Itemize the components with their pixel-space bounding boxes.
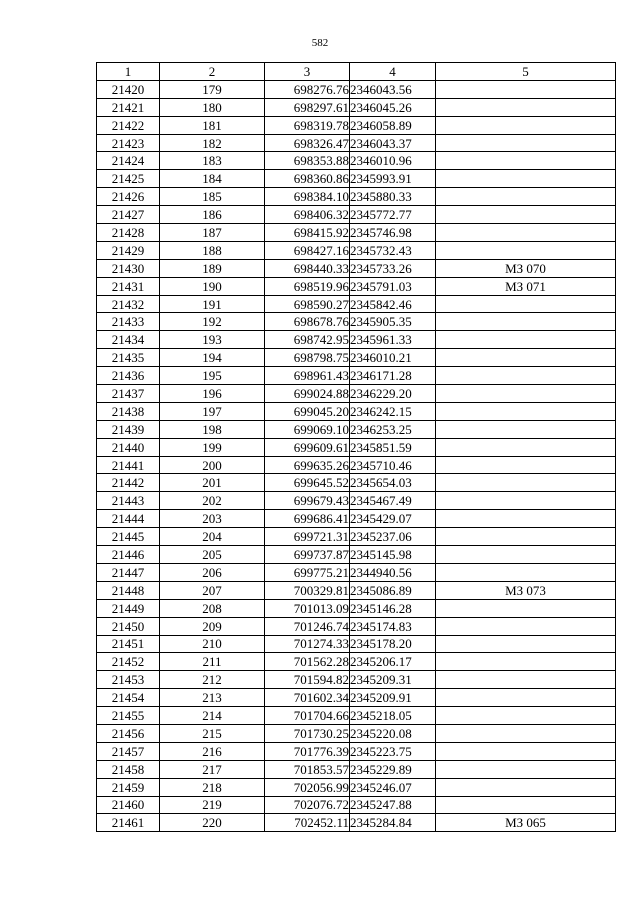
x-coordinate-cell: 701594.82 — [265, 671, 350, 689]
coordinates-table — [96, 62, 616, 832]
x-coordinate-cell: 701013.09 — [265, 599, 350, 617]
x-coordinate-cell: 700329.81 — [265, 581, 350, 599]
note-cell — [436, 778, 616, 796]
point-id-cell: 21457 — [97, 742, 160, 760]
y-coordinate-cell: 2345732.43 — [350, 241, 436, 259]
y-coordinate-cell: 2345220.08 — [350, 724, 436, 742]
y-coordinate-cell: 2345209.91 — [350, 689, 436, 707]
note-cell — [436, 206, 616, 224]
note-cell — [436, 474, 616, 492]
sequence-number-cell: 220 — [160, 814, 265, 832]
sequence-number-cell: 205 — [160, 546, 265, 564]
sequence-number-cell: 216 — [160, 742, 265, 760]
sequence-number-cell: 200 — [160, 456, 265, 474]
point-id-cell: 21422 — [97, 116, 160, 134]
table-row — [97, 581, 616, 599]
note-cell: МЗ 071 — [436, 277, 616, 295]
y-coordinate-cell: 2346010.96 — [350, 152, 436, 170]
y-coordinate-cell: 2345733.26 — [350, 259, 436, 277]
table-row — [97, 796, 616, 814]
sequence-number-cell: 210 — [160, 635, 265, 653]
table-row — [97, 510, 616, 528]
table-row — [97, 724, 616, 742]
note-cell — [436, 796, 616, 814]
x-coordinate-cell: 698678.76 — [265, 313, 350, 331]
note-cell — [436, 98, 616, 116]
point-id-cell: 21444 — [97, 510, 160, 528]
note-cell — [436, 653, 616, 671]
sequence-number-cell: 187 — [160, 224, 265, 242]
point-id-cell: 21420 — [97, 80, 160, 98]
table-row — [97, 188, 616, 206]
y-coordinate-cell: 2346045.26 — [350, 98, 436, 116]
table-row — [97, 671, 616, 689]
x-coordinate-cell: 699679.43 — [265, 492, 350, 510]
page-number: 582 — [311, 37, 329, 49]
table-row — [97, 241, 616, 259]
table-row — [97, 331, 616, 349]
note-cell: МЗ 065 — [436, 814, 616, 832]
y-coordinate-cell: 2345237.06 — [350, 528, 436, 546]
sequence-number-cell: 213 — [160, 689, 265, 707]
note-cell — [436, 438, 616, 456]
x-coordinate-cell: 701704.66 — [265, 707, 350, 725]
y-coordinate-cell: 2345218.05 — [350, 707, 436, 725]
point-id-cell: 21424 — [97, 152, 160, 170]
table-row — [97, 98, 616, 116]
point-id-cell: 21437 — [97, 385, 160, 403]
table-row — [97, 206, 616, 224]
column-header: 1 — [97, 63, 160, 81]
x-coordinate-cell: 699635.26 — [265, 456, 350, 474]
x-coordinate-cell: 698440.33 — [265, 259, 350, 277]
y-coordinate-cell: 2345905.35 — [350, 313, 436, 331]
point-id-cell: 21439 — [97, 420, 160, 438]
y-coordinate-cell: 2345772.77 — [350, 206, 436, 224]
sequence-number-cell: 212 — [160, 671, 265, 689]
column-header: 3 — [265, 63, 350, 81]
sequence-number-cell: 201 — [160, 474, 265, 492]
table-row — [97, 707, 616, 725]
note-cell — [436, 80, 616, 98]
table-row — [97, 385, 616, 403]
y-coordinate-cell: 2346229.20 — [350, 385, 436, 403]
column-header: 5 — [436, 63, 616, 81]
table-row — [97, 456, 616, 474]
table-row — [97, 116, 616, 134]
note-cell — [436, 116, 616, 134]
point-id-cell: 21432 — [97, 295, 160, 313]
point-id-cell: 21450 — [97, 617, 160, 635]
y-coordinate-cell: 2345223.75 — [350, 742, 436, 760]
note-cell — [436, 170, 616, 188]
note-cell — [436, 152, 616, 170]
y-coordinate-cell: 2344940.56 — [350, 563, 436, 581]
x-coordinate-cell: 699721.31 — [265, 528, 350, 546]
y-coordinate-cell: 2345880.33 — [350, 188, 436, 206]
sequence-number-cell: 204 — [160, 528, 265, 546]
x-coordinate-cell: 699775.21 — [265, 563, 350, 581]
point-id-cell: 21423 — [97, 134, 160, 152]
point-id-cell: 21436 — [97, 367, 160, 385]
table-row — [97, 349, 616, 367]
x-coordinate-cell: 699609.61 — [265, 438, 350, 456]
x-coordinate-cell: 698276.76 — [265, 80, 350, 98]
note-cell — [436, 385, 616, 403]
y-coordinate-cell: 2346043.56 — [350, 80, 436, 98]
x-coordinate-cell: 698415.92 — [265, 224, 350, 242]
sequence-number-cell: 218 — [160, 778, 265, 796]
y-coordinate-cell: 2345246.07 — [350, 778, 436, 796]
note-cell — [436, 689, 616, 707]
sequence-number-cell: 192 — [160, 313, 265, 331]
note-cell — [436, 349, 616, 367]
y-coordinate-cell: 2345247.88 — [350, 796, 436, 814]
x-coordinate-cell: 702056.99 — [265, 778, 350, 796]
y-coordinate-cell: 2346253.25 — [350, 420, 436, 438]
sequence-number-cell: 206 — [160, 563, 265, 581]
sequence-number-cell: 198 — [160, 420, 265, 438]
point-id-cell: 21435 — [97, 349, 160, 367]
sequence-number-cell: 207 — [160, 581, 265, 599]
sequence-number-cell: 195 — [160, 367, 265, 385]
x-coordinate-cell: 698590.27 — [265, 295, 350, 313]
sequence-number-cell: 214 — [160, 707, 265, 725]
table-row — [97, 402, 616, 420]
x-coordinate-cell: 698742.95 — [265, 331, 350, 349]
point-id-cell: 21456 — [97, 724, 160, 742]
sequence-number-cell: 215 — [160, 724, 265, 742]
note-cell — [436, 563, 616, 581]
sequence-number-cell: 203 — [160, 510, 265, 528]
sequence-number-cell: 179 — [160, 80, 265, 98]
note-cell — [436, 546, 616, 564]
point-id-cell: 21446 — [97, 546, 160, 564]
table-row — [97, 653, 616, 671]
column-header: 4 — [350, 63, 436, 81]
sequence-number-cell: 199 — [160, 438, 265, 456]
table-row — [97, 80, 616, 98]
x-coordinate-cell: 699045.20 — [265, 402, 350, 420]
x-coordinate-cell: 698326.47 — [265, 134, 350, 152]
note-cell — [436, 724, 616, 742]
x-coordinate-cell: 701602.34 — [265, 689, 350, 707]
note-cell — [436, 402, 616, 420]
sequence-number-cell: 197 — [160, 402, 265, 420]
y-coordinate-cell: 2345206.17 — [350, 653, 436, 671]
table-row — [97, 546, 616, 564]
table-row — [97, 170, 616, 188]
x-coordinate-cell: 699069.10 — [265, 420, 350, 438]
note-cell — [436, 707, 616, 725]
y-coordinate-cell: 2345209.31 — [350, 671, 436, 689]
table-row — [97, 617, 616, 635]
sequence-number-cell: 190 — [160, 277, 265, 295]
y-coordinate-cell: 2346010.21 — [350, 349, 436, 367]
point-id-cell: 21428 — [97, 224, 160, 242]
x-coordinate-cell: 698319.78 — [265, 116, 350, 134]
table-header-row — [97, 63, 616, 81]
table-row — [97, 563, 616, 581]
x-coordinate-cell: 699737.87 — [265, 546, 350, 564]
table-row — [97, 420, 616, 438]
x-coordinate-cell: 699645.52 — [265, 474, 350, 492]
table-row — [97, 528, 616, 546]
y-coordinate-cell: 2345842.46 — [350, 295, 436, 313]
point-id-cell: 21449 — [97, 599, 160, 617]
table-row — [97, 438, 616, 456]
point-id-cell: 21440 — [97, 438, 160, 456]
note-cell — [436, 510, 616, 528]
sequence-number-cell: 180 — [160, 98, 265, 116]
sequence-number-cell: 184 — [160, 170, 265, 188]
y-coordinate-cell: 2345710.46 — [350, 456, 436, 474]
note-cell — [436, 241, 616, 259]
x-coordinate-cell: 698961.43 — [265, 367, 350, 385]
note-cell — [436, 492, 616, 510]
point-id-cell: 21459 — [97, 778, 160, 796]
table-row — [97, 277, 616, 295]
sequence-number-cell: 185 — [160, 188, 265, 206]
sequence-number-cell: 211 — [160, 653, 265, 671]
point-id-cell: 21438 — [97, 402, 160, 420]
note-cell — [436, 635, 616, 653]
table-row — [97, 152, 616, 170]
point-id-cell: 21447 — [97, 563, 160, 581]
table-row — [97, 259, 616, 277]
y-coordinate-cell: 2345145.98 — [350, 546, 436, 564]
point-id-cell: 21429 — [97, 241, 160, 259]
y-coordinate-cell: 2346058.89 — [350, 116, 436, 134]
table-row — [97, 760, 616, 778]
note-cell — [436, 331, 616, 349]
note-cell — [436, 313, 616, 331]
table-row — [97, 689, 616, 707]
y-coordinate-cell: 2345791.03 — [350, 277, 436, 295]
sequence-number-cell: 186 — [160, 206, 265, 224]
x-coordinate-cell: 698360.86 — [265, 170, 350, 188]
point-id-cell: 21426 — [97, 188, 160, 206]
point-id-cell: 21448 — [97, 581, 160, 599]
x-coordinate-cell: 698427.16 — [265, 241, 350, 259]
y-coordinate-cell: 2345178.20 — [350, 635, 436, 653]
note-cell — [436, 671, 616, 689]
sequence-number-cell: 217 — [160, 760, 265, 778]
note-cell — [436, 224, 616, 242]
sequence-number-cell: 194 — [160, 349, 265, 367]
note-cell — [436, 599, 616, 617]
point-id-cell: 21451 — [97, 635, 160, 653]
sequence-number-cell: 181 — [160, 116, 265, 134]
x-coordinate-cell: 698384.10 — [265, 188, 350, 206]
y-coordinate-cell: 2345654.03 — [350, 474, 436, 492]
y-coordinate-cell: 2345467.49 — [350, 492, 436, 510]
sequence-number-cell: 189 — [160, 259, 265, 277]
point-id-cell: 21461 — [97, 814, 160, 832]
note-cell — [436, 760, 616, 778]
note-cell: МЗ 073 — [436, 581, 616, 599]
sequence-number-cell: 191 — [160, 295, 265, 313]
note-cell — [436, 134, 616, 152]
sequence-number-cell: 209 — [160, 617, 265, 635]
sequence-number-cell: 193 — [160, 331, 265, 349]
point-id-cell: 21430 — [97, 259, 160, 277]
point-id-cell: 21443 — [97, 492, 160, 510]
table-row — [97, 367, 616, 385]
table-row — [97, 635, 616, 653]
sequence-number-cell: 183 — [160, 152, 265, 170]
table-row — [97, 742, 616, 760]
sequence-number-cell: 188 — [160, 241, 265, 259]
note-cell — [436, 528, 616, 546]
point-id-cell: 21441 — [97, 456, 160, 474]
y-coordinate-cell: 2345961.33 — [350, 331, 436, 349]
x-coordinate-cell: 701562.28 — [265, 653, 350, 671]
table-row — [97, 313, 616, 331]
point-id-cell: 21458 — [97, 760, 160, 778]
x-coordinate-cell: 698297.61 — [265, 98, 350, 116]
table-row — [97, 474, 616, 492]
y-coordinate-cell: 2345284.84 — [350, 814, 436, 832]
point-id-cell: 21455 — [97, 707, 160, 725]
point-id-cell: 21431 — [97, 277, 160, 295]
point-id-cell: 21460 — [97, 796, 160, 814]
table-row — [97, 224, 616, 242]
table-row — [97, 295, 616, 313]
table-body — [97, 80, 616, 831]
note-cell — [436, 188, 616, 206]
y-coordinate-cell: 2345174.83 — [350, 617, 436, 635]
table-row — [97, 492, 616, 510]
table-row — [97, 134, 616, 152]
x-coordinate-cell: 699024.88 — [265, 385, 350, 403]
point-id-cell: 21421 — [97, 98, 160, 116]
point-id-cell: 21427 — [97, 206, 160, 224]
y-coordinate-cell: 2346171.28 — [350, 367, 436, 385]
x-coordinate-cell: 701776.39 — [265, 742, 350, 760]
x-coordinate-cell: 702452.11 — [265, 814, 350, 832]
y-coordinate-cell: 2345146.28 — [350, 599, 436, 617]
note-cell — [436, 367, 616, 385]
table-row — [97, 778, 616, 796]
y-coordinate-cell: 2345746.98 — [350, 224, 436, 242]
x-coordinate-cell: 698519.96 — [265, 277, 350, 295]
y-coordinate-cell: 2346043.37 — [350, 134, 436, 152]
sequence-number-cell: 202 — [160, 492, 265, 510]
point-id-cell: 21454 — [97, 689, 160, 707]
x-coordinate-cell: 701274.33 — [265, 635, 350, 653]
note-cell — [436, 420, 616, 438]
note-cell — [436, 617, 616, 635]
x-coordinate-cell: 701853.57 — [265, 760, 350, 778]
table-row — [97, 814, 616, 832]
x-coordinate-cell: 702076.72 — [265, 796, 350, 814]
point-id-cell: 21442 — [97, 474, 160, 492]
point-id-cell: 21445 — [97, 528, 160, 546]
x-coordinate-cell: 701246.74 — [265, 617, 350, 635]
point-id-cell: 21452 — [97, 653, 160, 671]
x-coordinate-cell: 698406.32 — [265, 206, 350, 224]
sequence-number-cell: 196 — [160, 385, 265, 403]
sequence-number-cell: 208 — [160, 599, 265, 617]
point-id-cell: 21453 — [97, 671, 160, 689]
x-coordinate-cell: 699686.41 — [265, 510, 350, 528]
y-coordinate-cell: 2345429.07 — [350, 510, 436, 528]
x-coordinate-cell: 698353.88 — [265, 152, 350, 170]
sequence-number-cell: 182 — [160, 134, 265, 152]
sequence-number-cell: 219 — [160, 796, 265, 814]
note-cell — [436, 456, 616, 474]
note-cell — [436, 295, 616, 313]
point-id-cell: 21425 — [97, 170, 160, 188]
note-cell — [436, 742, 616, 760]
column-header: 2 — [160, 63, 265, 81]
y-coordinate-cell: 2345851.59 — [350, 438, 436, 456]
y-coordinate-cell: 2345229.89 — [350, 760, 436, 778]
table-row — [97, 599, 616, 617]
x-coordinate-cell: 701730.25 — [265, 724, 350, 742]
y-coordinate-cell: 2345086.89 — [350, 581, 436, 599]
point-id-cell: 21434 — [97, 331, 160, 349]
note-cell: МЗ 070 — [436, 259, 616, 277]
y-coordinate-cell: 2346242.15 — [350, 402, 436, 420]
x-coordinate-cell: 698798.75 — [265, 349, 350, 367]
point-id-cell: 21433 — [97, 313, 160, 331]
y-coordinate-cell: 2345993.91 — [350, 170, 436, 188]
